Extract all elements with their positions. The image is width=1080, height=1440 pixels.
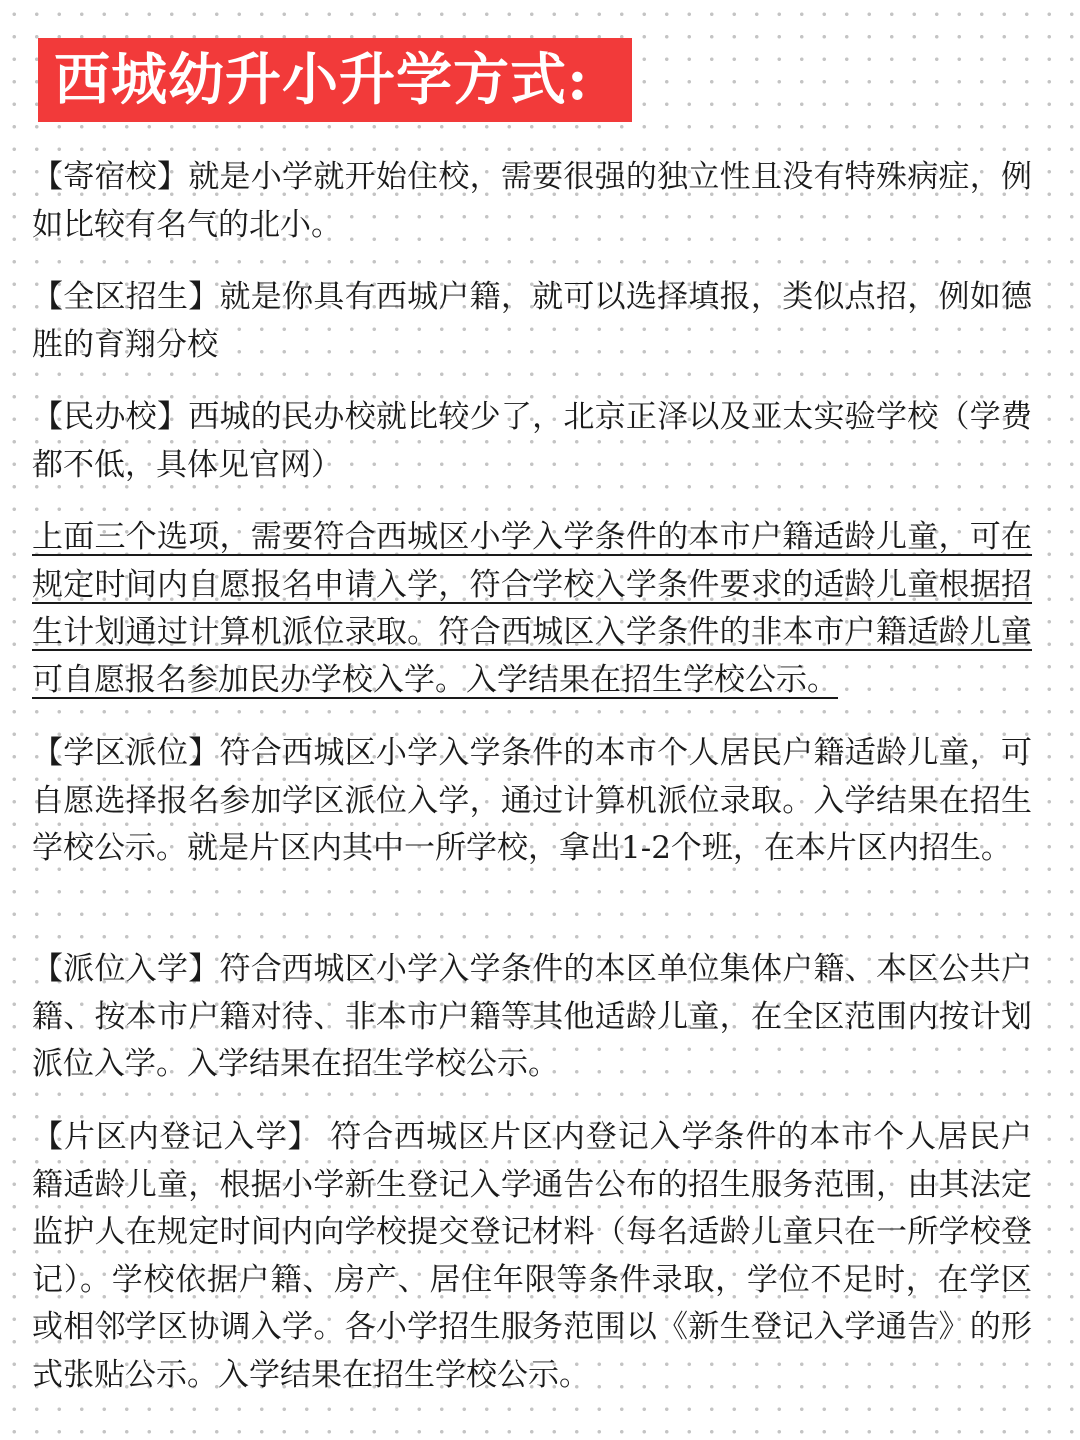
paragraph-boarding-school: 【寄宿校】就是小学就开始住校，需要很强的独立性且没有特殊病症，例如比较有名气的北小。 [32,159,1032,243]
paragraph-district-wide-enrollment: 【全区招生】就是你具有西城户籍，就可以选择填报，类似点招，例如德胜的育翔分校 [32,279,1032,363]
paragraph-summary-underlined [32,514,1032,704]
page-title: 西城幼升小升学方式: [54,47,589,113]
paragraph-assigned-admission: 【派位入学】符合西城区小学入学条件的本区单位集体户籍、本区公共户籍、按本市户籍对待、非本市户籍等其他适龄儿童，在全区范围内按计划派位入学。入学结果在招生学校公示。 [32,951,1032,1082]
paragraph-school-district-lottery: 【学区派位】符合西城区小学入学条件的本市个人居民户籍适龄儿童，可自愿选择报名参加学区派位入学，通过计算机派位录取。入学结果在招生学校公示。就是片区内其中一所学校，拿出1-2个班，在本片区内招生。 [32,735,1032,866]
underlined-text: 上面三个选项，需要符合西城区小学入学条件的本市户籍适龄儿童，可在规定时间内自愿报名申请入学，符合学校入学条件要求的适龄儿童根据招生计划通过计算机派位录取。符合西城区入学条件的非本市户籍适龄儿童可自愿报名参加民办学校入学。入学结果在招生学校公示。 [32,519,1032,698]
title-banner [38,38,632,122]
paragraph-private-school: 【民办校】西城的民办校就比较少了，北京正泽以及亚太实验学校（学费都不低，具体见官网） [32,399,1032,483]
paragraph-zone-registration: 【片区内登记入学】 符合西城区片区内登记入学条件的本市个人居民户籍适龄儿童，根据小学新生登记入学通告公布的招生服务范围，由其法定监护人在规定时间内向学校提交登记材料（每名适龄儿童只在一所学校登记）。学校依据户籍、房产、居住年限等条件录取，学位不足时，在学区或相邻学区协调入学。各小学招生服务范围以《新生登记入学通告》的形式张贴公示。入学结果在招生学校公示。 [32,1119,1032,1393]
